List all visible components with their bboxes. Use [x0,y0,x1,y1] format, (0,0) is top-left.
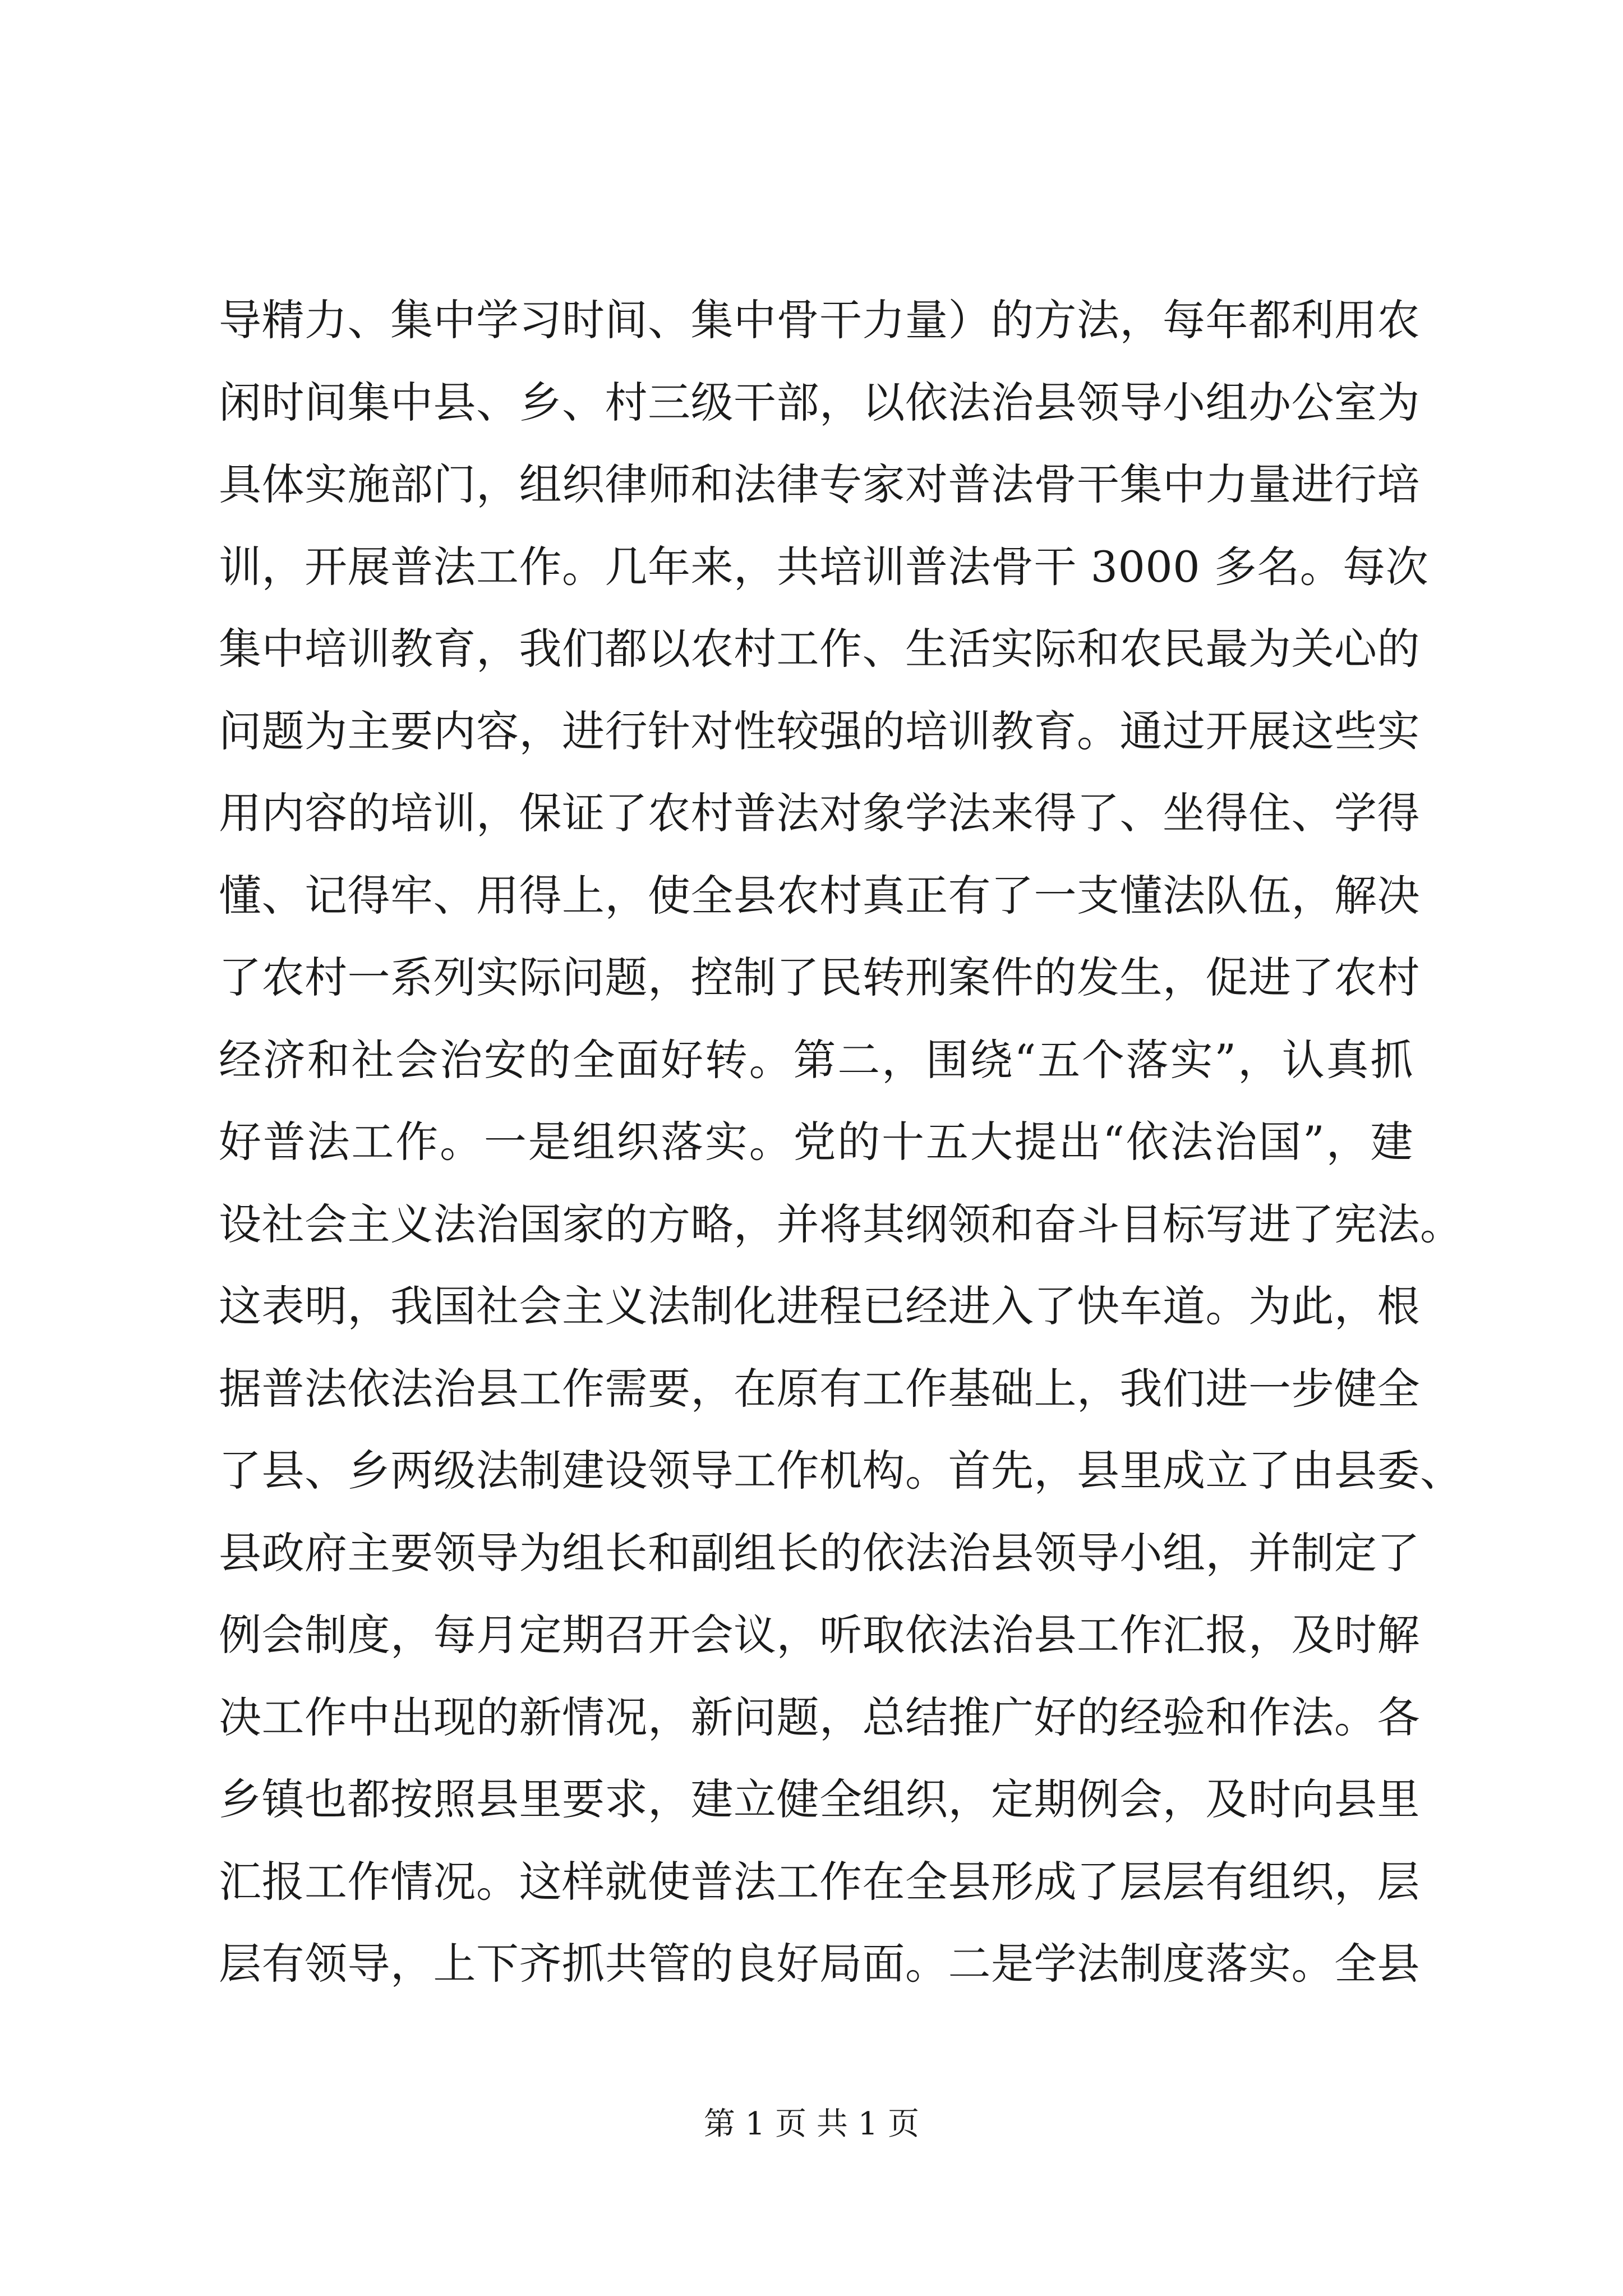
page-footer: 第 1 页 共 1 页 [703,2106,920,2142]
text-line: 训，开展普法工作。几年来，共培训普法骨干 3000 多名。每次 [219,541,1429,592]
text-line: 乡镇也都按照县里要求，建立健全组织，定期例会，及时向县里 [219,1774,1420,1824]
body-text [219,279,1463,2005]
text-line: 具体实施部门，组织律师和法律专家对普法骨干集中力量进行培 [219,459,1420,509]
text-line: 县政府主要领导为组长和副组长的依法治县领导小组，并制定了 [219,1527,1420,1578]
text-line: 用内容的培训，保证了农村普法对象学法来得了、坐得住、学得 [219,788,1420,838]
text-line: 集中培训教育，我们都以农村工作、生活实际和农民最为关心的 [219,624,1420,674]
text-line: 了县、乡两级法制建设领导工作机构。首先，县里成立了由县委、 [219,1446,1463,1496]
text-line: 问题为主要内容，进行针对性较强的培训教育。通过开展这些实 [219,706,1420,756]
text-line: 好普法工作。一是组织落实。党的十五大提出“依法治国”，建 [219,1117,1413,1167]
text-line: 决工作中出现的新情况，新问题，总结推广好的经验和作法。各 [219,1692,1420,1742]
text-line: 这表明，我国社会主义法制化进程已经进入了快车道。为此，根 [219,1281,1420,1331]
text-line: 层有领导，上下齐抓共管的良好局面。二是学法制度落实。全县 [219,1939,1420,1989]
text-line: 设社会主义法治国家的方略，并将其纲领和奋斗目标写进了宪法。 [219,1199,1463,1249]
text-line: 据普法依法治县工作需要，在原有工作基础上，我们进一步健全 [219,1363,1420,1414]
text-line: 了农村一系列实际问题，控制了民转刑案件的发生，促进了农村 [219,953,1420,1002]
text-line: 汇报工作情况。这样就使普法工作在全县形成了层层有组织，层 [219,1856,1420,1907]
text-line: 经济和社会治安的全面好转。第二，围绕“五个落实”，认真抓 [219,1034,1413,1085]
text-line: 例会制度，每月定期召开会议，听取依法治县工作汇报，及时解 [219,1610,1420,1660]
text-line: 闲时间集中县、乡、村三级干部，以依法治县领导小组办公室为 [219,377,1420,427]
text-line: 导精力、集中学习时间、集中骨干力量）的方法，每年都利用农 [219,295,1420,345]
text-line: 懂、记得牢、用得上，使全县农村真正有了一支懂法队伍，解决 [219,870,1420,921]
